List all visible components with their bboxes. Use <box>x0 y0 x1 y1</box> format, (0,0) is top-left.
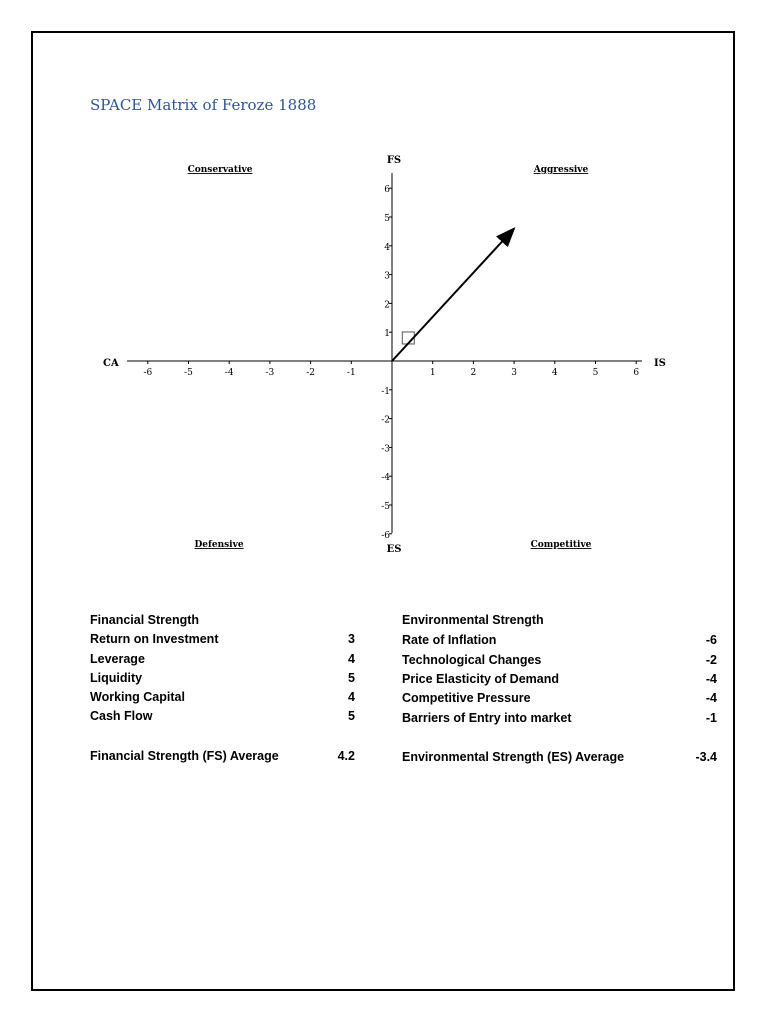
quadrant-conservative: Conservative <box>187 165 253 175</box>
environmental-average-label: Environmental Strength (ES) Average <box>402 750 625 764</box>
environmental-item-value: -6 <box>705 633 717 647</box>
y-tick-label: -3 <box>381 444 390 455</box>
y-tick-label: -6 <box>381 530 390 541</box>
financial-item-value: 4 <box>348 652 355 666</box>
financial-average-label: Financial Strength (FS) Average <box>90 749 279 763</box>
y-tick-label: 3 <box>384 271 390 282</box>
axis-label-fs: FS <box>386 155 402 166</box>
financial-item-label: Leverage <box>90 652 145 666</box>
axis-label-es: ES <box>386 544 402 555</box>
y-tick-label: 4 <box>384 242 390 253</box>
x-tick-label: 3 <box>511 368 517 378</box>
environmental-item-label: Barriers of Entry into market <box>402 711 572 725</box>
financial-item-label: Return on Investment <box>90 632 219 646</box>
x-tick-label: -3 <box>265 368 275 378</box>
financial-item-label: Liquidity <box>90 671 143 685</box>
y-tick-label: 2 <box>384 300 390 311</box>
page-title: SPACE Matrix of Feroze 1888 <box>90 96 317 114</box>
quadrant-competitive: Competitive <box>530 540 592 550</box>
environmental-item-value: -4 <box>705 691 717 705</box>
x-tick-label: -6 <box>143 368 153 378</box>
y-tick-label: -4 <box>381 473 390 484</box>
x-tick-label: -2 <box>306 368 315 378</box>
financial-heading: Financial Strength <box>90 613 200 627</box>
environmental-heading: Environmental Strength <box>402 613 544 627</box>
environmental-item-value: -2 <box>705 653 717 667</box>
x-tick-label: 2 <box>470 368 477 378</box>
financial-item-label: Working Capital <box>90 690 185 704</box>
environmental-item-label: Rate of Inflation <box>402 633 497 647</box>
quadrant-defensive: Defensive <box>194 540 244 550</box>
axis-label-ca: CA <box>103 358 119 369</box>
y-tick-label: 5 <box>384 214 390 224</box>
environmental-average-value: -3.4 <box>695 750 717 764</box>
x-tick-label: -4 <box>224 368 234 378</box>
x-tick-label: 6 <box>633 368 640 378</box>
financial-item-value: 4 <box>348 690 355 704</box>
y-tick-label: -2 <box>381 415 390 426</box>
quadrant-aggressive: Aggressive <box>533 165 589 175</box>
financial-item-value: 3 <box>348 632 355 646</box>
financial-item-value: 5 <box>348 709 355 723</box>
x-tick-label: 4 <box>551 368 558 378</box>
financial-item-value: 5 <box>348 671 355 685</box>
environmental-item-value: -4 <box>705 672 717 686</box>
financial-item-label: Cash Flow <box>90 709 153 723</box>
y-tick-label: -1 <box>381 386 390 397</box>
axis-label-is: IS <box>654 358 666 369</box>
x-tick-label: -5 <box>184 368 193 378</box>
environmental-item-label: Price Elasticity of Demand <box>402 672 560 686</box>
environmental-item-label: Technological Changes <box>402 653 542 667</box>
direction-vector-arrow <box>392 229 514 361</box>
y-tick-label: 6 <box>384 185 390 196</box>
x-tick-label: 1 <box>429 368 436 378</box>
environmental-item-value: -1 <box>705 711 717 725</box>
financial-average-value: 4.2 <box>337 749 355 763</box>
x-tick-label: 5 <box>592 368 599 378</box>
y-tick-label: -5 <box>381 502 390 512</box>
environmental-item-label: Competitive Pressure <box>402 691 531 705</box>
x-tick-label: -1 <box>346 368 356 378</box>
y-tick-label: 1 <box>384 329 390 340</box>
